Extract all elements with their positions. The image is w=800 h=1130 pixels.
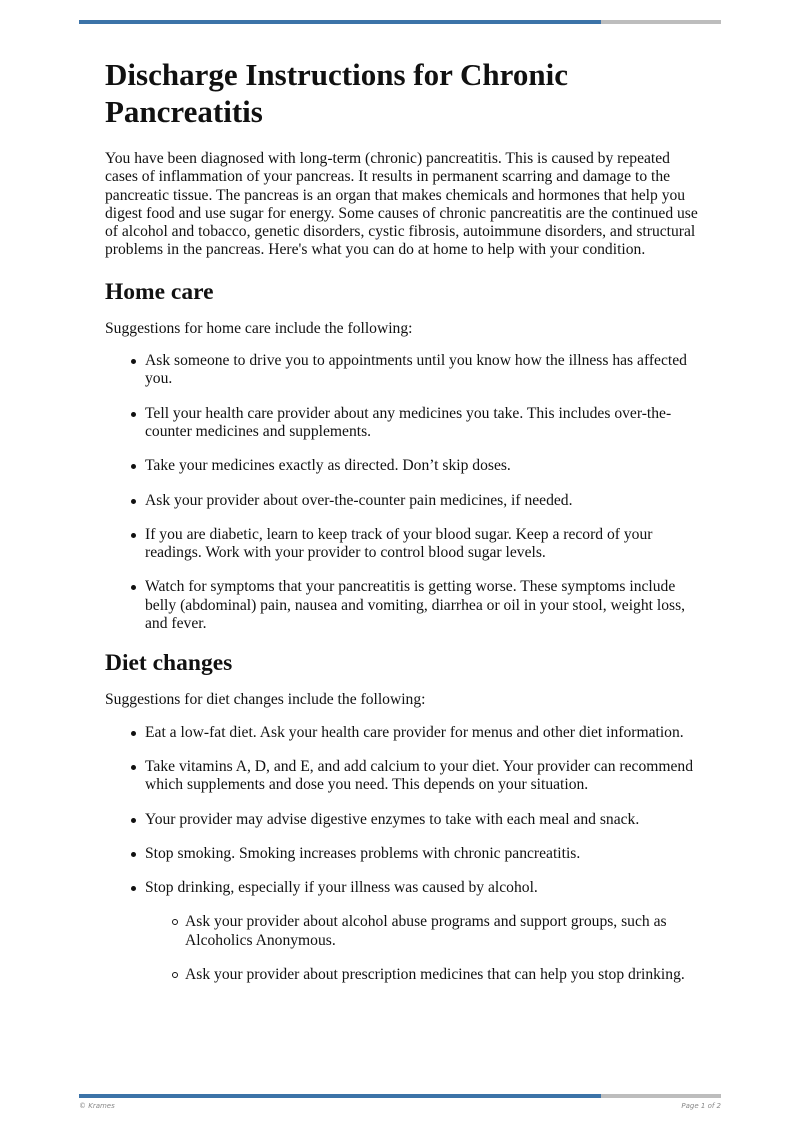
top-rule-remainder: [601, 20, 721, 24]
list-item: [105, 457, 705, 475]
bullet-icon: [131, 765, 136, 770]
list-item: [105, 578, 705, 633]
page-number: Page 1 of 2: [681, 1102, 721, 1110]
sub-list-item: [105, 913, 705, 950]
home-care-list: [105, 352, 705, 633]
list-item-text: Your provider may advise digestive enzymes to take with each meal and snack.: [145, 810, 640, 828]
section-home-care: [105, 278, 705, 634]
section-heading: Diet changes: [105, 650, 233, 677]
list-item-text: Eat a low-fat diet. Ask your health care provider for menus and other diet information.: [145, 723, 684, 741]
alcohol-sublist: [145, 913, 705, 984]
page-footer: [79, 1102, 721, 1110]
list-item-text: Ask someone to drive you to appointments until you know how the illness has affected you.: [145, 352, 687, 388]
bullet-icon: [131, 499, 136, 504]
top-rule-accent: [79, 20, 601, 24]
list-item-text: Tell your health care provider about any medicines you take. This includes over-the-counter medicines and supplements.: [145, 404, 672, 440]
bullet-icon: [131, 412, 136, 417]
diet-changes-list: [105, 724, 705, 985]
list-item-text: Take vitamins A, D, and E, and add calcium to your diet. Your provider can recommend which supplements and dose you need. This depends on your situation.: [145, 757, 694, 794]
list-item: [105, 526, 705, 563]
list-item: [105, 724, 705, 742]
list-item: [105, 352, 705, 389]
list-item: [105, 758, 705, 795]
sub-list-item: [105, 966, 705, 984]
list-item-text: Ask your provider about over-the-counter pain medicines, if needed.: [145, 491, 573, 509]
bullet-icon: [131, 852, 136, 857]
list-item-text: Watch for symptoms that your pancreatitis is getting worse. These symptoms include belly (abdominal) pain, nausea and vomiting, diarrhea or oil in your stool, weight loss, and fever.: [145, 578, 686, 633]
bullet-icon: [131, 886, 136, 891]
section-diet-changes: [105, 649, 705, 984]
page-title: Discharge Instructions for Chronic Pancreatitis: [105, 57, 568, 129]
bottom-rule-remainder: [601, 1094, 721, 1098]
bullet-icon: [131, 359, 136, 364]
bullet-icon: [131, 818, 136, 823]
list-item-text: Take your medicines exactly as directed. Don’t skip doses.: [145, 457, 511, 475]
section-lead: Suggestions for home care include the following:: [105, 319, 413, 337]
hollow-bullet-icon: [172, 972, 178, 978]
bullet-icon: [131, 533, 136, 538]
sub-list-item-text: Ask your provider about alcohol abuse programs and support groups, such as Alcoholics Anonymous.: [185, 913, 667, 949]
list-item-text: Stop smoking. Smoking increases problems with chronic pancreatitis.: [145, 844, 581, 862]
copyright-text: © Krames: [79, 1102, 115, 1110]
list-item: [105, 811, 705, 829]
list-item: [105, 405, 705, 442]
bullet-icon: [131, 731, 136, 736]
list-item: [105, 492, 705, 510]
bottom-rule: [79, 1094, 721, 1098]
sub-list-item-text: Ask your provider about prescription medicines that can help you stop drinking.: [185, 966, 685, 984]
list-item-text: If you are diabetic, learn to keep track of your blood sugar. Keep a record of your readings. Work with your provider to control blood sugar levels.: [145, 525, 653, 562]
section-lead: Suggestions for diet changes include the following:: [105, 691, 426, 709]
document-body: [105, 56, 705, 1000]
list-item: [105, 845, 705, 863]
top-rule: [79, 20, 721, 24]
intro-paragraph: You have been diagnosed with long-term (chronic) pancreatitis. This is caused by repeated cases of inflammation of your pancreas. It results in permanent scarring and damage to the pancreatic tissue. The pancreas is an organ that makes chemicals and hormones that help you digest food and use sugar for energy. Some causes of chronic pancreatitis are the continued use of alcohol and tobacco, genetic disorders, cystic fibrosis, autoimmune disorders, and structural problems in the pancreas. Here's what you can do at home to help with your condition.: [105, 150, 698, 259]
list-item: [105, 879, 705, 984]
bullet-icon: [131, 585, 136, 590]
hollow-bullet-icon: [172, 919, 178, 925]
bullet-icon: [131, 464, 136, 469]
bottom-rule-accent: [79, 1094, 601, 1098]
list-item-text: Stop drinking, especially if your illness was caused by alcohol.: [145, 879, 538, 897]
section-heading: Home care: [105, 278, 214, 305]
